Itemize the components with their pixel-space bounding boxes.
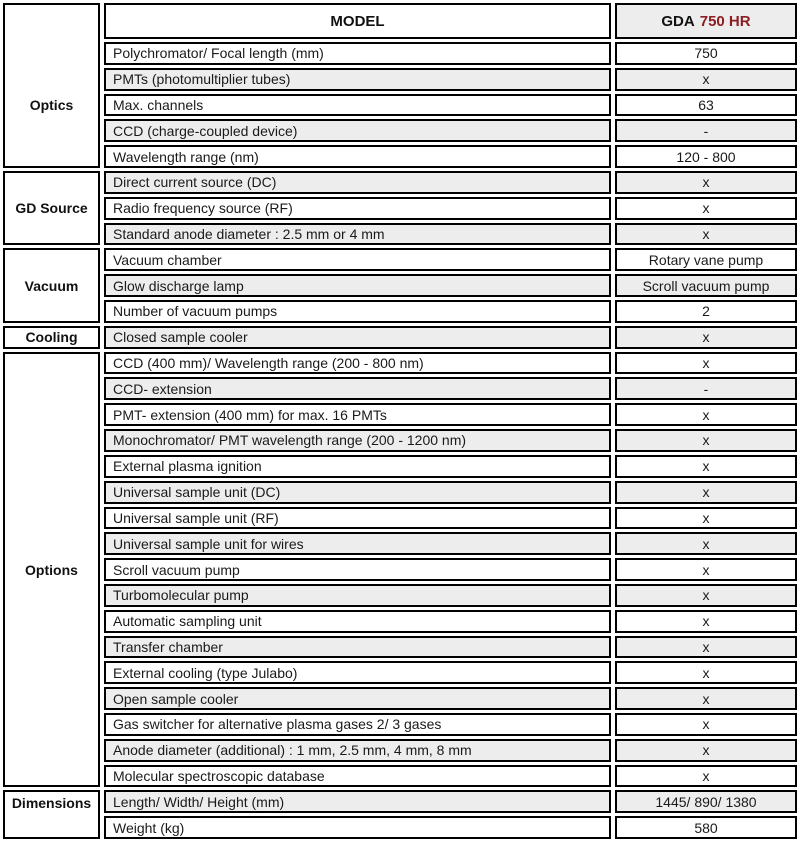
spec-row-value: - — [615, 377, 797, 400]
spec-row-label: CCD (400 mm)/ Wavelength range (200 - 800 nm) — [104, 352, 611, 375]
spec-row-value: 750 — [615, 42, 797, 65]
spec-row-label: Molecular spectroscopic database — [104, 765, 611, 788]
spec-row-value: x — [615, 481, 797, 504]
spec-row-label: Universal sample unit (RF) — [104, 507, 611, 530]
model-column-header: MODEL — [104, 3, 611, 39]
spec-row-value: 580 — [615, 816, 797, 839]
spec-row-value: x — [615, 352, 797, 375]
spec-row-label: PMTs (photomultiplier tubes) — [104, 68, 611, 91]
spec-row-value: x — [615, 610, 797, 633]
spec-row-label: Glow discharge lamp — [104, 274, 611, 297]
spec-table — [3, 3, 797, 839]
spec-row-value: x — [615, 197, 797, 220]
spec-row-value: 63 — [615, 94, 797, 117]
spec-row-label: CCD (charge-coupled device) — [104, 119, 611, 142]
spec-row-label: Scroll vacuum pump — [104, 558, 611, 581]
spec-row-value: x — [615, 403, 797, 426]
spec-row-label: Anode diameter (additional) : 1 mm, 2.5 mm, 4 mm, 8 mm — [104, 739, 611, 762]
spec-row-label: Direct current source (DC) — [104, 171, 611, 194]
spec-row-label: Standard anode diameter : 2.5 mm or 4 mm — [104, 223, 611, 246]
spec-row-value: 1445/ 890/ 1380 — [615, 790, 797, 813]
spec-row-label: External plasma ignition — [104, 455, 611, 478]
spec-row-label: PMT- extension (400 mm) for max. 16 PMTs — [104, 403, 611, 426]
spec-row-label: Vacuum chamber — [104, 248, 611, 271]
spec-row-label: Monochromator/ PMT wavelength range (200 - 1200 nm) — [104, 429, 611, 452]
spec-row-value: x — [615, 455, 797, 478]
spec-row-label: Length/ Width/ Height (mm) — [104, 790, 611, 813]
spec-row-value: x — [615, 739, 797, 762]
spec-row-label: Universal sample unit (DC) — [104, 481, 611, 504]
spec-row-value: x — [615, 171, 797, 194]
spec-row-label: Turbomolecular pump — [104, 584, 611, 607]
spec-row-label: Radio frequency source (RF) — [104, 197, 611, 220]
spec-row-value: 120 - 800 — [615, 145, 797, 168]
spec-row-value: Rotary vane pump — [615, 248, 797, 271]
spec-row-value: x — [615, 558, 797, 581]
spec-row-label: Gas switcher for alternative plasma gases 2/ 3 gases — [104, 713, 611, 736]
category-options: Options — [3, 352, 100, 788]
spec-row-label: Closed sample cooler — [104, 326, 611, 349]
spec-row-value: 2 — [615, 300, 797, 323]
device-name-prefix: GDA — [661, 12, 695, 30]
spec-row-label: Universal sample unit for wires — [104, 532, 611, 555]
spec-row-label: Number of vacuum pumps — [104, 300, 611, 323]
spec-row-value: x — [615, 223, 797, 246]
spec-row-value: x — [615, 68, 797, 91]
category-dimensions: Dimensions — [3, 790, 100, 839]
category-vacuum: Vacuum — [3, 248, 100, 322]
category-cooling: Cooling — [3, 326, 100, 349]
spec-row-value: x — [615, 532, 797, 555]
spec-row-value: x — [615, 713, 797, 736]
spec-row-value: x — [615, 661, 797, 684]
spec-row-value: x — [615, 326, 797, 349]
spec-row-value: x — [615, 687, 797, 710]
spec-row-label: Weight (kg) — [104, 816, 611, 839]
spec-row-label: Wavelength range (nm) — [104, 145, 611, 168]
spec-row-value: x — [615, 507, 797, 530]
spec-row-label: External cooling (type Julabo) — [104, 661, 611, 684]
category-optics: Optics — [3, 3, 100, 168]
spec-row-label: Max. channels — [104, 94, 611, 117]
spec-row-value: - — [615, 119, 797, 142]
spec-row-value: x — [615, 636, 797, 659]
spec-row-value: Scroll vacuum pump — [615, 274, 797, 297]
spec-row-label: Automatic sampling unit — [104, 610, 611, 633]
device-name-number: 750 HR — [699, 12, 751, 30]
spec-row-label: Polychromator/ Focal length (mm) — [104, 42, 611, 65]
device-column-header — [615, 3, 797, 39]
category-gd-source: GD Source — [3, 171, 100, 245]
spec-row-label: CCD- extension — [104, 377, 611, 400]
spec-row-label: Open sample cooler — [104, 687, 611, 710]
spec-row-value: x — [615, 765, 797, 788]
spec-row-label: Transfer chamber — [104, 636, 611, 659]
spec-row-value: x — [615, 429, 797, 452]
spec-row-value: x — [615, 584, 797, 607]
